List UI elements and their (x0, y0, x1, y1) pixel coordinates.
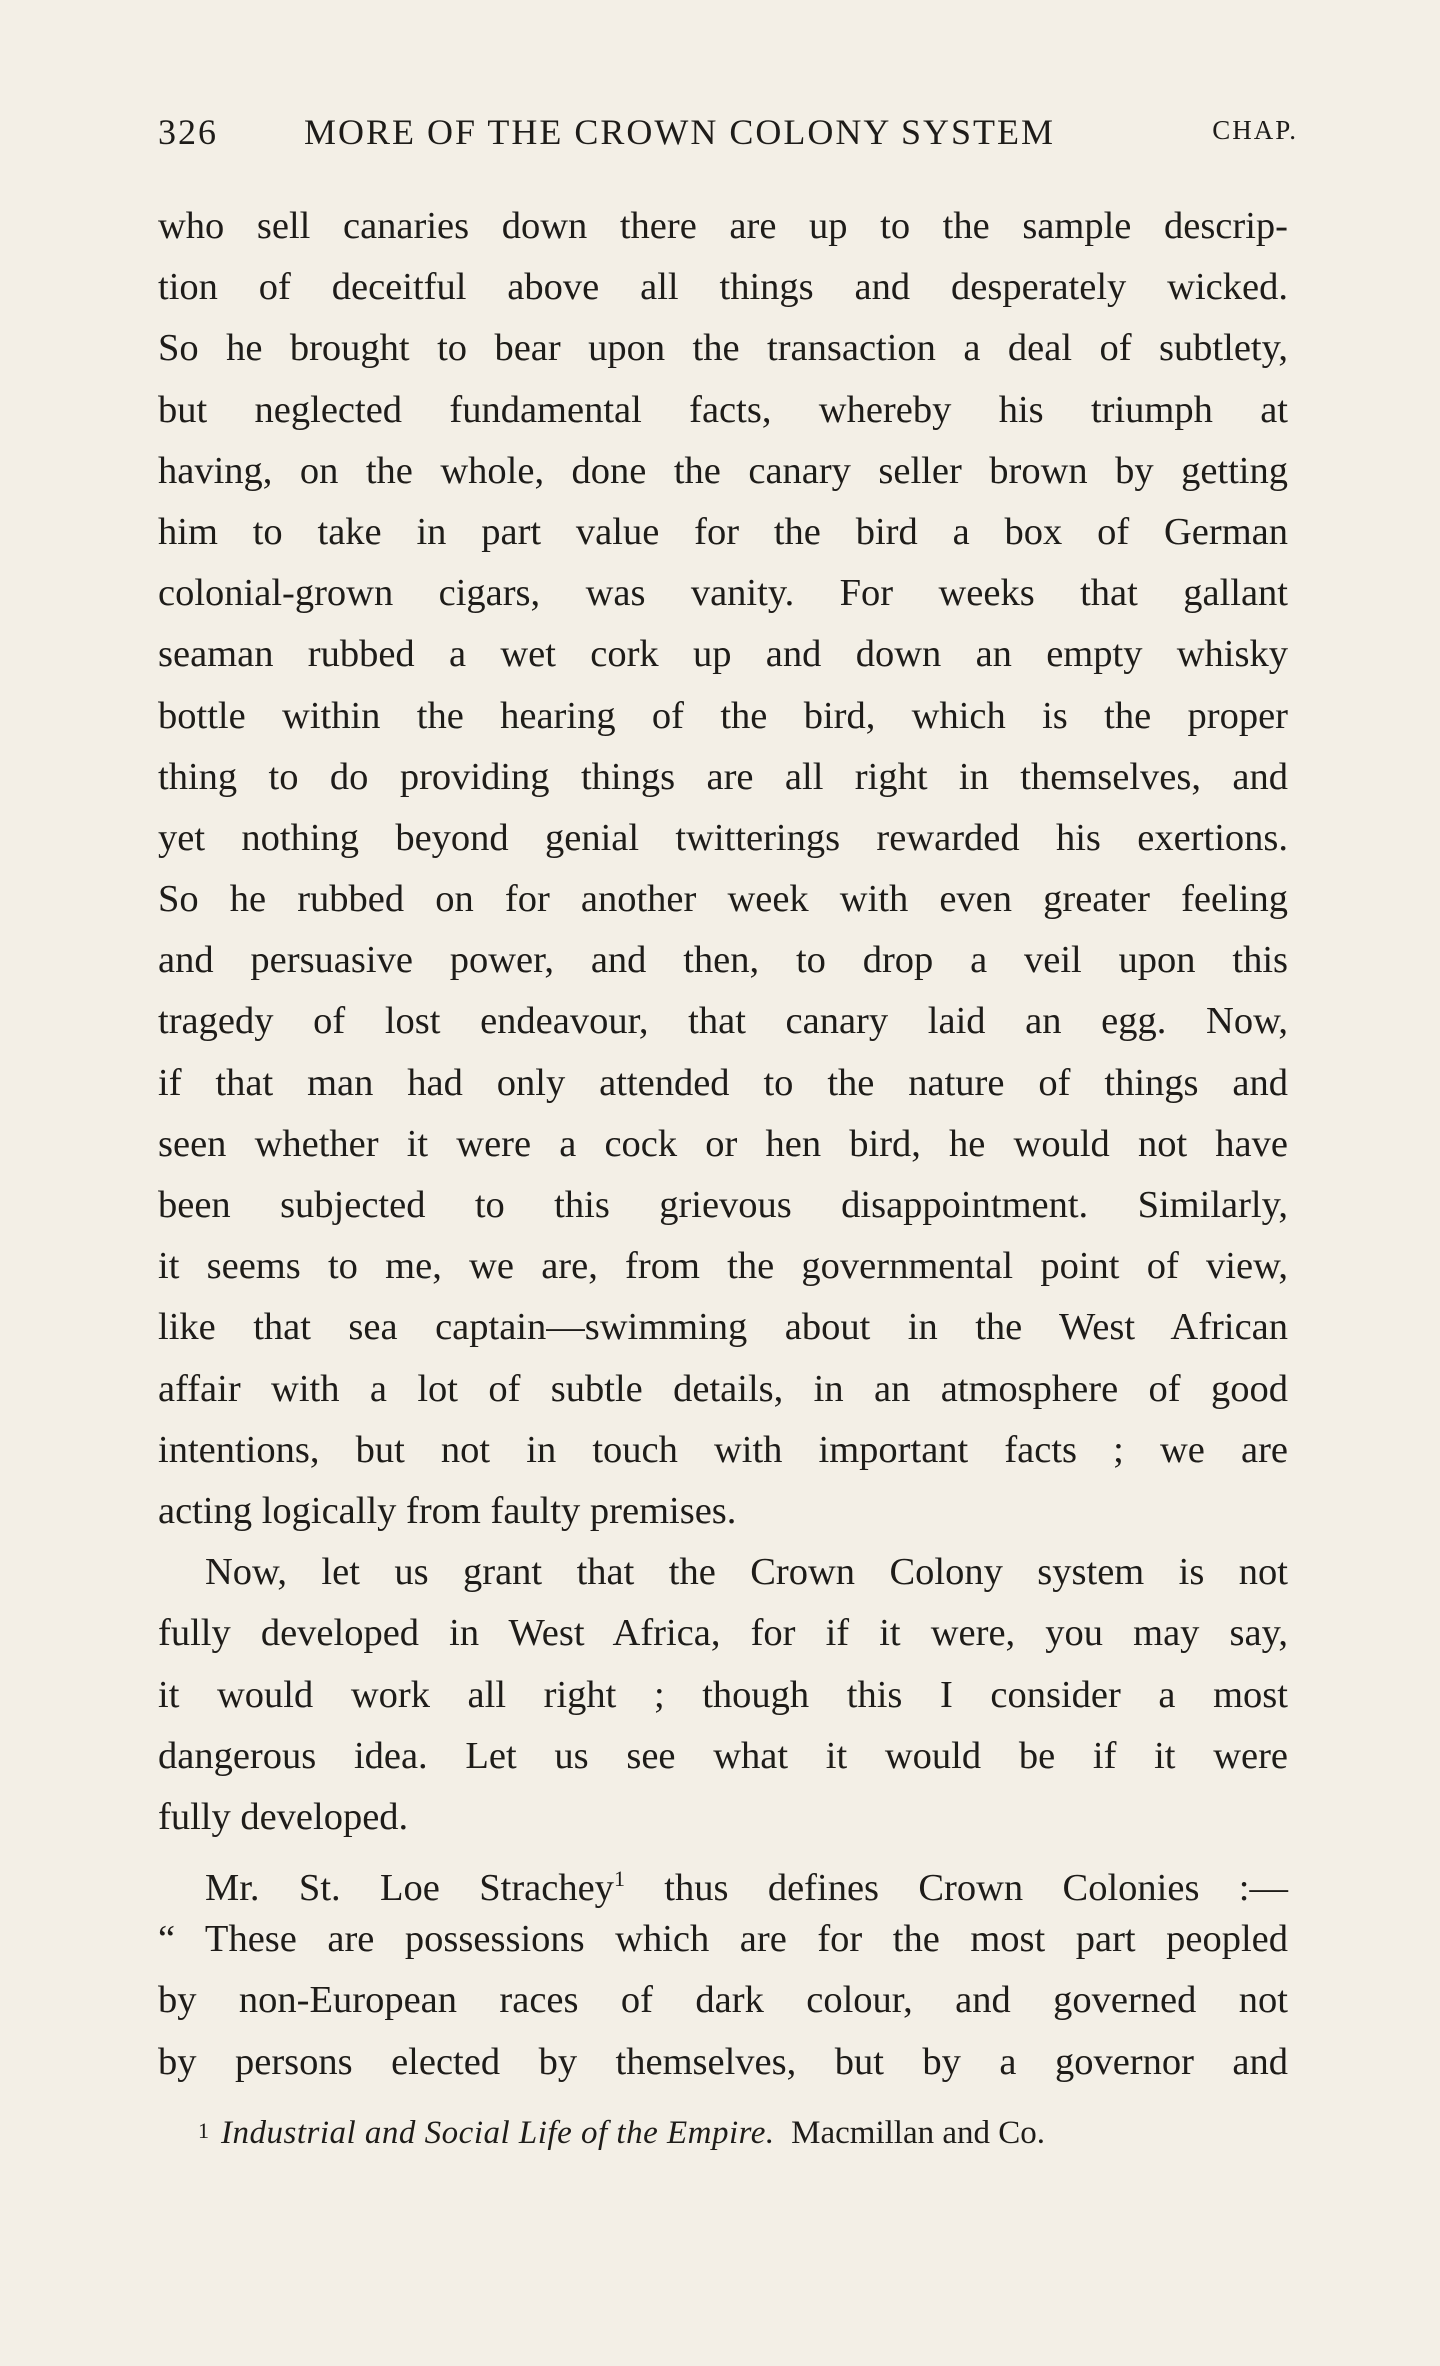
paragraph-start-line (158, 1848, 1288, 1909)
chapter-label: CHAP. (1212, 115, 1298, 145)
text-line: and persuasive power, and then, to drop a veil upon this (158, 939, 1288, 982)
footnote-title: Industrial and Social Life of the Empire. (221, 2115, 775, 2151)
text-line: seen whether it were a cock or hen bird, he would not have (158, 1122, 1288, 1165)
text-line: fully developed in West Africa, for if it were, you may say, (158, 1612, 1288, 1655)
strachey-text: Mr. St. Loe Strachey (205, 1866, 614, 1909)
text-line: tragedy of lost endeavour, that canary laid an egg. Now, (158, 1000, 1288, 1043)
text-line: if that man had only attended to the nature of things and (158, 1061, 1288, 1104)
strachey-text-continued: thus defines Crown Colonies :— (624, 1866, 1289, 1909)
footnote-reference: 1 (613, 1866, 625, 1892)
text-line: intentions, but not in touch with important facts ; we are (158, 1428, 1288, 1471)
running-header (158, 105, 1298, 165)
running-title: MORE OF THE CROWN COLONY SYSTEM (304, 112, 1056, 152)
footnote-mark: 1 (198, 2118, 209, 2143)
text-line: him to take in part value for the bird a box of German (158, 510, 1288, 553)
page-number: 326 (158, 112, 218, 152)
text-line: who sell canaries down there are up to the sample descrip- (158, 205, 1288, 247)
text-line: affair with a lot of subtle details, in an atmosphere of good (158, 1367, 1288, 1410)
text-line: bottle within the hearing of the bird, which is the proper (158, 694, 1288, 737)
body-text (158, 196, 1288, 2093)
text-line: “ These are possessions which are for the most part peopled (158, 1918, 1288, 1961)
text-line: colonial-grown cigars, was vanity. For weeks that gallant (158, 572, 1288, 615)
text-line: been subjected to this grievous disappointment. Similarly, (158, 1184, 1288, 1226)
text-line: yet nothing beyond genial twitterings rewarded his exertions. (158, 816, 1288, 859)
text-line: by persons elected by themselves, but by a governor and (158, 2040, 1288, 2083)
text-line: thing to do providing things are all right in themselves, and (158, 755, 1288, 798)
text-line: tion of deceitful above all things and desperately wicked. (158, 266, 1288, 309)
footnote (158, 2108, 1288, 2158)
text-line: but neglected fundamental facts, whereby his triumph at (158, 388, 1288, 431)
text-line: So he brought to bear upon the transaction a deal of subtlety, (158, 327, 1288, 370)
text-line: dangerous idea. Let us see what it would be if it were (158, 1734, 1288, 1777)
text-line: it seems to me, we are, from the governmental point of view, (158, 1245, 1288, 1288)
footnote-publisher: Macmillan and Co. (791, 2115, 1046, 2151)
paragraph-start-line: Now, let us grant that the Crown Colony system is not (205, 1551, 1288, 1594)
text-line: having, on the whole, done the canary seller brown by getting (158, 449, 1288, 492)
text-line: seaman rubbed a wet cork up and down an empty whisky (158, 633, 1288, 676)
text-line: fully developed. (158, 1795, 409, 1838)
text-line: So he rubbed on for another week with even greater feeling (158, 878, 1288, 921)
text-line: like that sea captain—swimming about in the West African (158, 1306, 1288, 1349)
text-line: by non-European races of dark colour, and governed not (158, 1979, 1288, 2022)
text-line: acting logically from faulty premises. (158, 1489, 737, 1532)
text-line: it would work all right ; though this I consider a most (158, 1673, 1288, 1716)
